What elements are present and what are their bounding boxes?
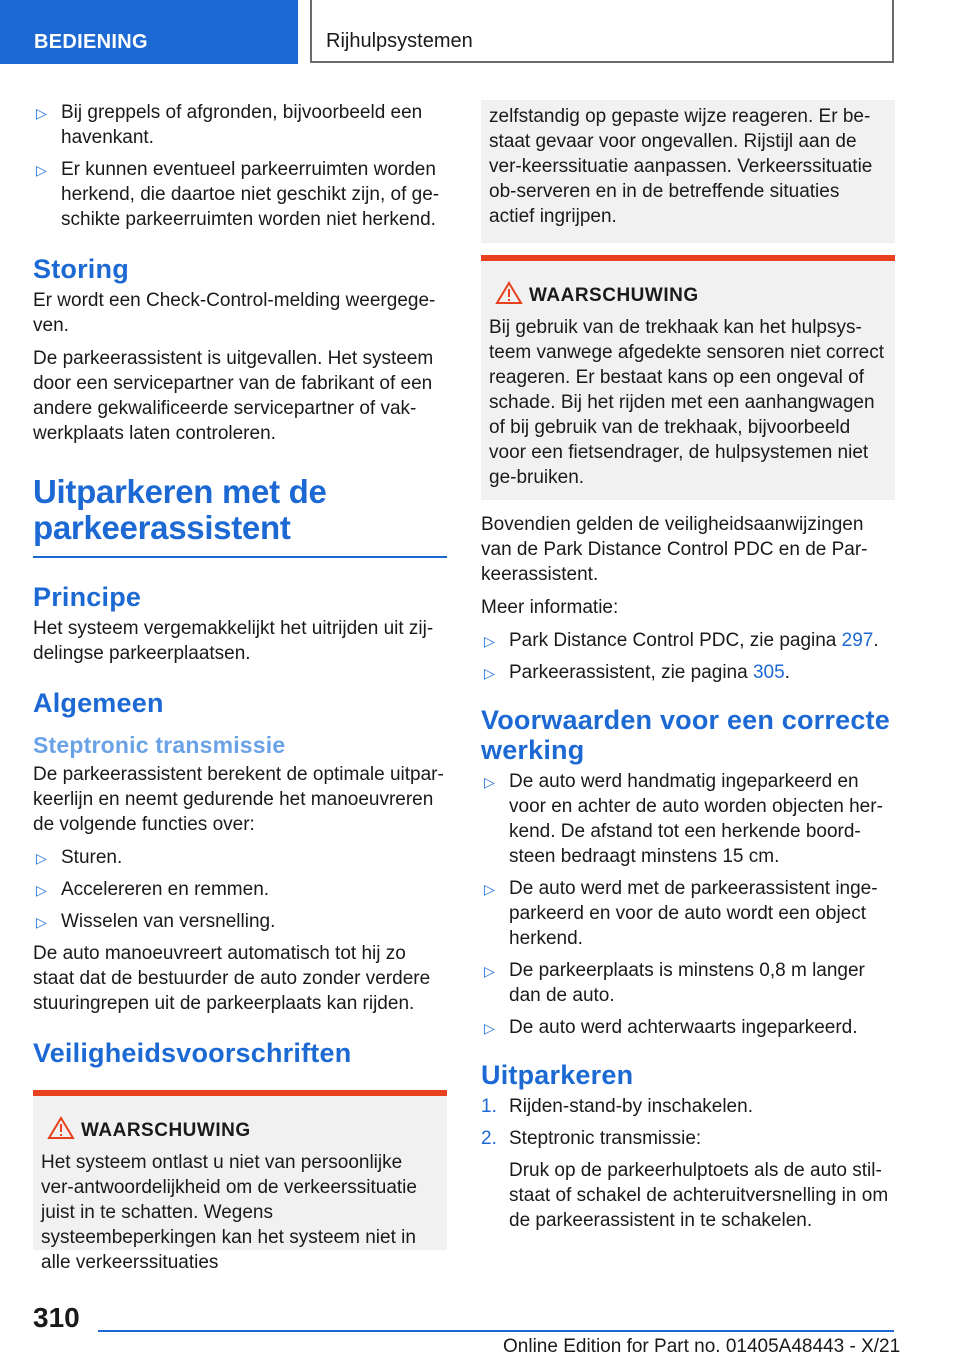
storing-heading: Storing [33,254,129,284]
triangle-bullet-icon: ▷ [484,963,495,979]
step-detail: Druk op de parkeerhulptoets als de auto stil-staat of schakel de achteruitversnelling in om de parkeerassistent in te schakelen. [509,1160,889,1231]
step-item: 1. Rijden-stand-by inschakelen. [481,1096,753,1117]
list-item: ▷ Accelereren en remmen. [33,877,447,902]
warning-title: WAARSCHUWING [41,1120,439,1142]
list-item: ▷ De auto werd met de parkeerassistent inge-parkeerd en voor de auto wordt een object herkend. [484,878,878,949]
triangle-bullet-icon: ▷ [36,882,47,898]
storing-text: Er wordt een Check-Control-melding weergege-ven. [33,290,436,336]
warning-title: WAARSCHUWING [489,285,887,307]
principe-heading: Principe [33,582,142,612]
algemeen-heading: Algemeen [33,688,164,718]
triangle-bullet-icon: ▷ [484,633,495,649]
body-text: Meer informatie: [481,597,619,618]
edition-text: Online Edition for Part no. 01405A48443 - X/21 [503,1336,901,1357]
steptronic-heading: Steptronic transmissie [33,732,286,758]
veiligheid-heading: Veiligheidsvoorschriften [33,1038,352,1068]
warning-triangle-icon [496,282,522,304]
warning-box [481,255,895,500]
list-item: ▷ De parkeerplaats is minstens 0,8 m langer dan de auto. [484,960,865,1006]
chapter-title: Rijhulpsystemen [326,30,473,52]
uitparkeren-heading: Uitparkeren [481,1060,634,1090]
list-item: ▷ Wisselen van versnelling. [33,909,447,934]
list-item: ▷ De auto werd handmatig ingeparkeerd en voor en achter de auto worden objecten her-kend. De afstand tot een herkende boord-steen bedraagt minstens 15 cm. [484,771,883,867]
warning-box [33,1090,447,1273]
triangle-bullet-icon: ▷ [484,665,495,681]
section-heading: Uitparkeren met de parkeerassistent [33,474,447,558]
warning-box-continued [481,100,895,243]
storing-text: De parkeerassistent is uitgevallen. Het systeem door een servicepartner van de fabrikant of een andere gekwalificeerde servicepartner of vak-werkplaats laten controleren. [33,348,434,444]
principe-text: Het systeem vergemakkelijkt het uitrijden uit zij-delingse parkeerplaatsen. [33,618,434,664]
step-number: 2. [481,1128,497,1149]
triangle-bullet-icon: ▷ [484,881,495,897]
triangle-bullet-icon: ▷ [36,850,47,866]
steptronic-text: De parkeerassistent berekent de optimale uitpar-keerlijn en neemt gedurende het manoeuvreren de volgende functies over: [33,764,444,835]
warning-text: Bij gebruik van de trekhaak kan het hulpsys-teem vanwege afgedekte sensoren niet correct reageren. Er bestaat kans op een ongeval of schade. Bij het rijden met een aanhangwagen of bij gebruik van de trekhaak, bijvoorbeeld voor een fietsendrager, de hulpsystemen niet ge-bruiken. [489,317,885,488]
step-item: 2. Steptronic transmissie: [481,1128,702,1149]
warning-triangle-icon [48,1117,74,1139]
left-column [33,100,447,1273]
list-item: ▷ Sturen. [33,845,447,870]
list-item: ▷ Park Distance Control PDC, zie pagina 297. [481,628,895,653]
body-text: Bovendien gelden de veiligheidsaanwijzingen van de Park Distance Control PDC en de Par-keerassistent. [481,514,868,585]
triangle-bullet-icon: ▷ [36,914,47,930]
chapter-header [310,0,894,63]
warning-text: zelfstandig op gepaste wijze reageren. Er be-staat gevaar voor ongevallen. Rijstijl aan de ver-keerssituatie aanpassen. Verkeerssituatie ob-serveren en in de betreffende situaties actief ingrijpen. [489,106,873,227]
section-title: BEDIENING [34,31,148,53]
page-link[interactable]: 297 [841,630,874,651]
list-item: ▷ De auto werd achterwaarts ingeparkeerd. [481,1015,895,1040]
right-column [481,100,895,1241]
list-item: ▷ Parkeerassistent, zie pagina 305. [481,660,895,685]
voorwaarden-heading: Voorwaarden voor een correcte werking [481,705,890,765]
steptronic-text: De auto manoeuvreert automatisch tot hij zo staat dat de bestuurder de auto zonder verdere stuuringrepen uit de parkeerplaats kan rijden. [33,943,431,1014]
list-item: ▷ Bij greppels of afgronden, bijvoorbeeld een havenkant. [36,102,423,148]
list-item: ▷ Er kunnen eventueel parkeerruimten worden herkend, die daartoe niet geschikt zijn, of ge-schikte parkeerruimten worden niet herkend. [36,159,440,230]
section-tab [0,0,298,64]
triangle-bullet-icon: ▷ [36,162,47,178]
triangle-bullet-icon: ▷ [36,105,47,121]
page-number: 310 [33,1302,80,1333]
footer-divider [98,1330,894,1332]
page-link[interactable]: 305 [752,662,785,683]
triangle-bullet-icon: ▷ [484,1020,495,1036]
step-number: 1. [481,1096,497,1117]
warning-text: Het systeem ontlast u niet van persoonlijke ver-antwoordelijkheid om de verkeerssituatie juist in te schatten. Wegens systeembeperkingen kan het systeem niet in alle verkeerssituaties [41,1152,417,1273]
triangle-bullet-icon: ▷ [484,774,495,790]
